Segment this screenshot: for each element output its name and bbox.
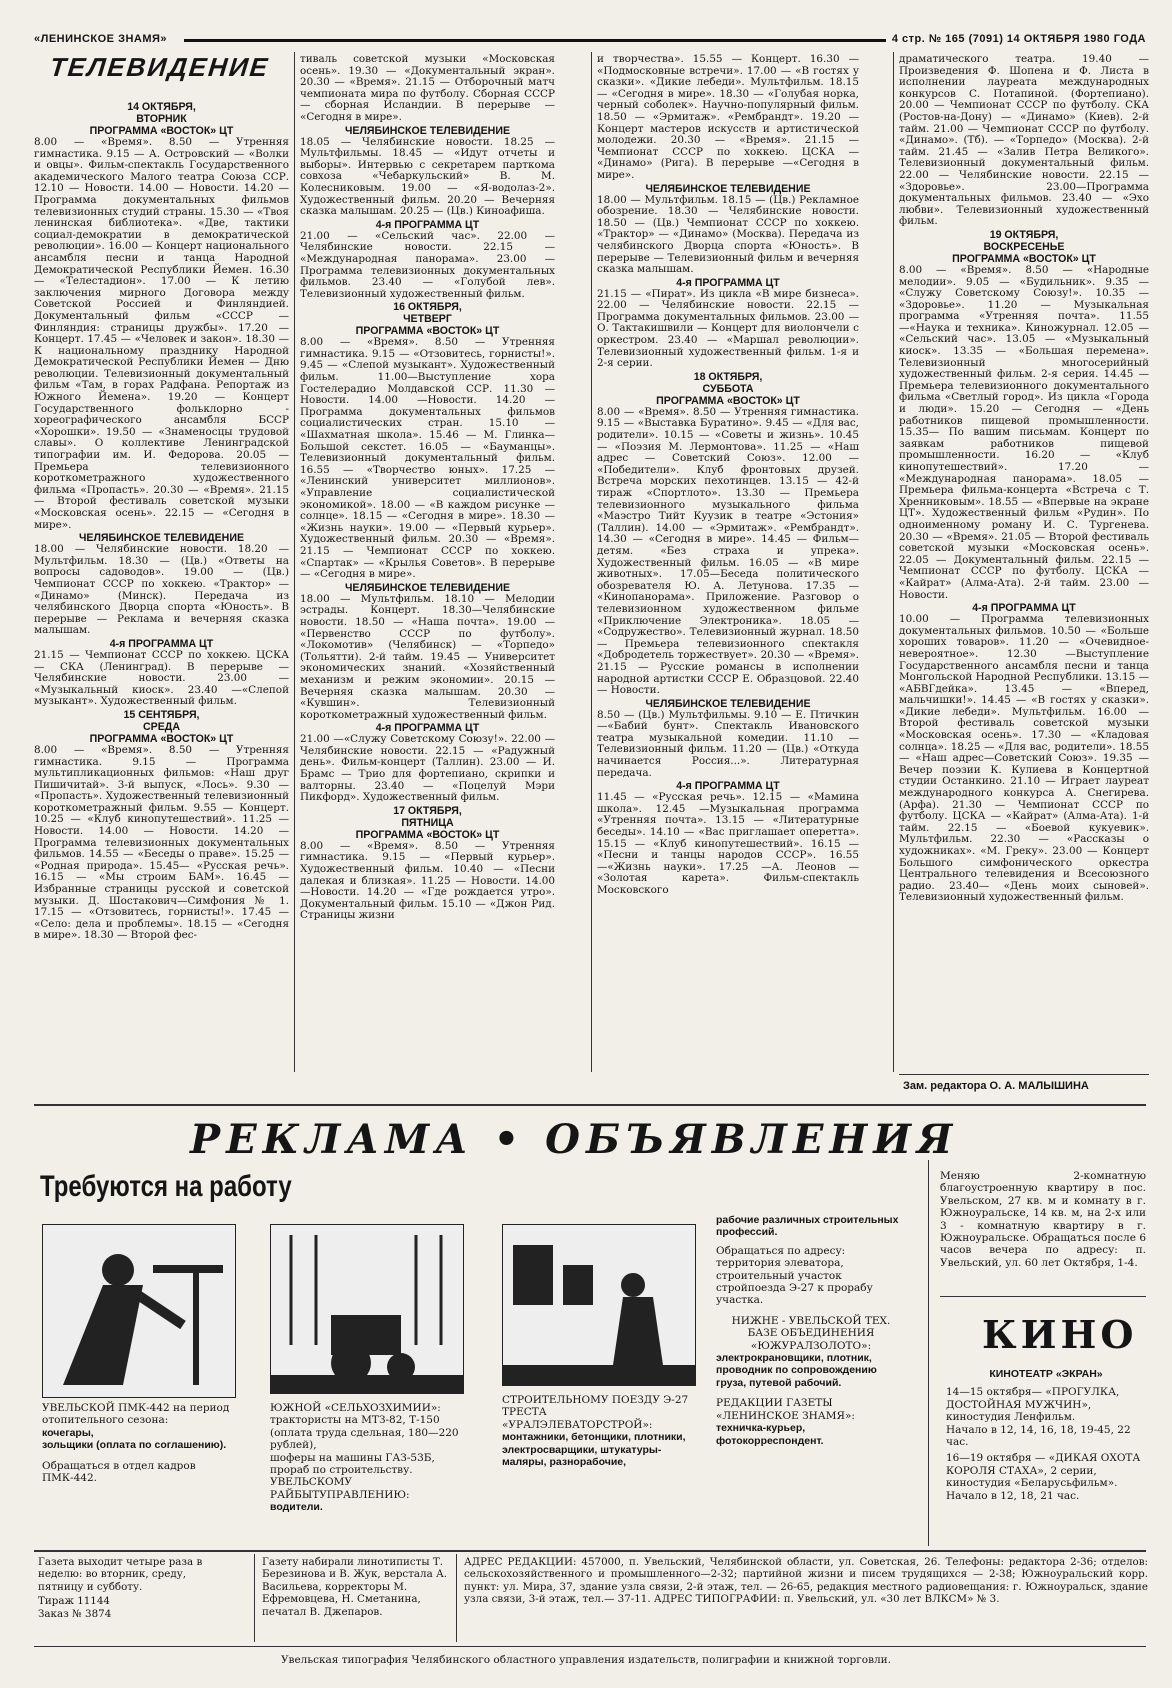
kino-film-1: 14—15 октября— «ПРОГУЛКА, ДОСТОЙНАЯ МУЖЧИН», киностудия Ленфильм. [946,1386,1120,1424]
ad-pmk [42,1402,242,1484]
staff-text: Газету набирали линотиписты Т. Березинова и В. Жук, верстала А. Васильева, корректоры М. Ефремовцева, Н. Сметанина, печатал В. Джепаров. [262,1556,448,1618]
program-listing: 8.50 — (Цв.) Мультфильмы. 9.10 — Е. Птичкин —«Бабий бунт». Спектакль Ивановского театра музыкальной комедии. 11.10 — Телевизионный фильм. 11.20 — (Цв.) «Откуда начинается Россия...». Литературная передача. [597,708,859,779]
zoloto-intro: НИЖНЕ - УВЕЛЬСКОЙ ТЕХ. БАЗЕ ОБЪЕДИНЕНИЯ «ЮЖУРАЛЗОЛОТО»: [731,1314,891,1352]
program-listing: 8.00 — «Время». 8.50 — Утренняя гимнастика. 9.15 — Программа мультипликационных фильмов: «Наш друг Пишичитай». 3-й выпуск, «Лось». 9.30 — «Пропасть». Художественный телевизионный короткометражный фильм. 9.55 — Концерт. 10.25 — «Клуб кинопутешествий». 11.25 — Новости. 14.00 — Новости. 14.20 — Программа телевизионных документальных фильмов. 14.55 — «Беседы о праве». 15.25 — «Родная природа». 15.45— «Русская речь». 16.15 — «Мы строим БАМ». 16.45 — Избранные страницы русской и советской музыки. Д. Шостакович—Симфония № 1. 17.15 — «Отзовитесь, горнисты!». 17.45 — «Село: дела и проблемы». 18.15 — «Сегодня в мире». 18.30 — Второй фес- [34,743,289,942]
column-divider [893,52,894,1072]
builder-illustration [42,1224,236,1398]
pmk-job-2: зольщики (оплата по соглашению). [42,1439,227,1452]
program-listing: 21.15 — Чемпионат СССР по хоккею. ЦСКА — СКА (Ленинград). В перерыве — Челябинские новости. 23.00 — «Музыкальный киоск». 23.40 —«Слепой музыкант». Художественный фильм. [34,648,289,708]
stroy-contact: Обращаться по адресу: территория элеватора, строительный участок стройпоезда Э-27 к прорабу участка. [716,1244,873,1307]
printer-line: Увельская типография Челябинского областного управления издательств, полиграфии и книжной торговли. [280,1654,892,1666]
day-heading: ЧЕЛЯБИНСКОЕ ТЕЛЕВИДЕНИЕ [344,124,511,137]
kino-film-2: 16—19 октября — «ДИКАЯ ОХОТА КОРОЛЯ СТАХА», 2 серии, киностудия «Беларусьфильм». [946,1452,1141,1490]
stroy-jobs: монтажники, бетонщики, плотники, электросварщики, штукатуры-маляры, разнорабочие, [502,1431,686,1469]
day-heading: 18 ОКТЯБРЯ, СУББОТА ПРОГРАММА «ВОСТОК» ЦТ [656,370,800,407]
builder-drawing [43,1225,235,1397]
kino-rule [940,1296,1146,1297]
raibyt: УВЕЛЬСКОМУ РАЙБЫТУПРАВЛЕНИЮ: [270,1476,410,1501]
tv-column-4 [899,54,1149,1066]
program-listing: 8.00 — «Время». 8.50 — Утренняя гимнастика. 9.15 — «Первый курьер». Художественный фильм. 10.40 — «Песни далекая и близкая». 11.25 — Новости. 14.00—Новости. 14.20 — «Где рождается утро». Документальный фильм. 15.10 — «Джон Рид. Страницы жизни [300,839,555,922]
pmk-job-1: кочегары, [42,1426,94,1439]
kino-listing [946,1368,1146,1502]
tv-column-3 [597,54,859,1068]
ad-column-4 [716,1214,906,1447]
tirazh: Тираж 11144 [38,1595,110,1608]
page-header [34,30,1146,48]
day-heading: 14 ОКТЯБРЯ, ВТОРНИК ПРОГРАММА «ВОСТОК» ЦТ [89,101,234,137]
program-listing: 11.45 — «Русская речь». 12.15 — «Мамина школа». 12.45 —Музыкальная программа «Утренняя почта». 13.15 — «Литературные беседы». 14.10 — «Вас приглашает оперетта». 15.15 — «Клуб кинопутешествий». 16.15 — «Песни и танцы народов СССР». 16.55 —«Жизнь науки». 17.25 —А. Леонов — «Золотая карета». Фильм-спектакль Московского [597,791,859,896]
day-heading: 4-я ПРОГРАММА ЦТ [676,780,780,793]
program-listing: 18.05 — Челябинские новости. 18.25 — Мультфильмы. 18.45 — «Идут отчеты и выборы». Интервью с секретарем парткома совхоза «Чебаркульский» В. М. Колесниковым. 19.00 — «Я-водолаз-2». Художественный фильм. 20.20 — Вечерняя сказка малышам. 20.25 — (Цв.) Киноафиша. [300,135,555,218]
column-divider [294,52,295,1072]
day-heading: ЧЕЛЯБИНСКОЕ ТЕЛЕВИДЕНИЕ [344,581,511,594]
program-listing: 8.00 — «Время». 8.50 — Утренняя гимнастика. 9.15 — «Отзовитесь, горнисты!». 9.45 — «Слепой музыкант». Художественный фильм. 11.00—Выступление хора Гостелерадио Молдавской ССР. 11.30 — Новости. 14.00 —Новости. 14.20 — Программа документальных фильмов социалистических стран. 15.10 — «Шахматная школа». 15.46 — М. Глинка— Большой секстет. 16.05 — «Бауманцы». Телевизионный документальный фильм. 16.55 — «Творчество юных». 17.25 — «Ленинский университет миллионов». «Управление социалистической экономикой». 18.00 — «В каждом рисунке — солнце». 18.15 — «Сегодня в мире». 18.30 — «Жизнь науки». 19.00 — «Первый курьер». Художественный фильм. 20.30 — «Время». 21.15 — Чемпионат СССР по хоккею. «Спартак» — «Крылья Советов». В перерыве — «Сегодня в мире». [300,336,555,581]
column-divider [591,52,592,1072]
program-listing: 18.00 — Мультфильм. 18.15 — (Цв.) Рекламное обозрение. 18.30 — Челябинские новости. 18.50 — (Цв.) Чемпионат СССР по хоккею. «Трактор» — «Динамо» (Москва). Передача из челябинского Дворца спорта «Юность». В перерыве — Телевизионный фильм и вечерняя сказка малышам. [597,193,859,276]
redakcia-jobs: техничка-курьер, фотокорреспондент. [716,1422,824,1447]
tractor-drawing [271,1225,463,1393]
program-listing: 18.00 — Челябинские новости. 18.20 — Мультфильм. 18.30 — (Цв.) «Ответы на вопросы садоводов». 19.00 — (Цв.) Чемпионат СССР по хоккею. «Трактор» — «Динамо» (Минск). Передача из челябинского Дворца спорта «Юность». В перерыве — Реклама и вечерняя сказка малышам. [34,543,289,637]
header-rule [184,39,886,42]
pmk-contact: Обращаться в отдел кадров ПМК-442. [42,1459,196,1485]
ad-selhozhimia [270,1402,470,1514]
tv-column-1 [34,100,289,1068]
kino-theatre: КИНОТЕАТР «ЭКРАН» [989,1368,1103,1380]
footer-address [464,1556,1148,1606]
issue-info: 4 стр. № 165 (7091) 14 ОКТЯБРЯ 1980 ГОДА [891,33,1146,45]
selhoz-intro: ЮЖНОЙ «СЕЛЬХОЗХИМИИ»: трактористы на МТЗ-82, Т-150 (оплата труда сдельная, 180—220 рублей), [270,1402,459,1452]
ads-divider [928,1160,929,1546]
day-heading: 4-я ПРОГРАММА ЦТ [676,276,780,289]
program-listing: драматического театра. 19.40 — Произведения Ф. Шопена и Ф. Листа в исполнении лауреата международных конкурсов С. Потапиной. (Фортепиано). 20.00 — Чемпионат СССР по футболу. СКА (Ростов-на-Дону) — «Динамо» (Киев). 2-й тайм. 21.00 — Чемпионат СССР по футболу. «Динамо». (Тб). — «Торпедо» (Москва). 2-й тайм. 21.45 — «Залив Петра Великого». Телевизионный документальный фильм. 22.00 — Челябинские новости. 22.15 — «Здоровье». 23.00—Программа документальных фильмов. 23.40 — «Эхо любви». Телевизионный художественный фильм. [899,54,1149,228]
ad-stroypoezd [502,1394,692,1468]
day-heading: ЧЕЛЯБИНСКОЕ ТЕЛЕВИДЕНИЕ [645,697,811,710]
deputy-editor: Зам. редактора О. А. МАЛЫШИНА [903,1080,1089,1092]
day-heading: 19 ОКТЯБРЯ, ВОСКРЕСЕНЬЕ ПРОГРАММА «ВОСТОК» ЦТ [952,228,1096,265]
footer-divider [254,1554,255,1642]
footer-schedule [38,1556,218,1620]
tractor-illustration [270,1224,464,1394]
footer-rule [34,1550,1146,1552]
program-listing: 18.00 — Мультфильм. 18.10 — Мелодии эстрады. Концерт. 18.30—Челябинские новости. 18.50 — «Наша почта». 19.00 — «Первенство СССР по футболу». «Локомотив» (Челябинск) — «Торпедо» (Тольятти). 2-й тайм. 19.45 — Университет экономических знаний. «Хозяйственный механизм и режим экономии». 20.15 — Вечерняя сказка малышам. 20.30 — «Кувшин». Телевизионный короткометражный художественный фильм. [300,592,555,721]
day-heading: 17 ОКТЯБРЯ, ПЯТНИЦА ПРОГРАММА «ВОСТОК» ЦТ [355,804,500,841]
program-listing: 8.00 — «Время». 8.50 — «Народные мелодии». 9.05 — «Будильник». 9.35 — «Служу Советскому Союзу!». 10.35 — «Здоровье». 11.20 — Музыкальная программа «Утренняя почта». 11.55—«Наука и техника». Киножурнал. 12.05 — «Сельский час». 13.05 — «Музыкальный киоск». 13.35 — «Большая перемена». Телевизионный многосерийный художественный фильм. 2-я серия. 14.45 — Премьера телевизионного документального фильма «Светлый город». Из цикла «Города и люди». 15.20 — Сегодня — «День работников пищевой промышленности. 15.35— По вашим письмам. Концерт по заявкам работников пищевой промышленности. 16.20 — «Клуб кинопутешествий». 17.20 — «Международная панорама». 18.05 — Премьера фильма-концерта «Встреча с Т. Хренниковым». 18.55 — «Впервые на экране ЦТ». Художественный фильм «Рудин». По одноименному роману И. С. Тургенева. 20.30 — «Время». 21.05 — Второй фестиваль советской музыки «Московская осень». 22.05 — Документальный фильм. 22.15 — Чемпионат СССР по футболу. ЦСКА — «Кайрат» (Алма-Ата). 2-й тайм. 23.00 — Новости. [899,263,1149,601]
address-text: АДРЕС РЕДАКЦИИ: 457000, п. Увельский, Челябинской области, ул. Советская, 26. Телефоны: редактора 2-36; отделов: сельскохозяйственного и промышленного—2-32; партийной жизни и писем трудящихся — 2-38; Южноуральский корр. пункт: ул. Мира, 37, здание узла связи, 2-й этаж, тел. — 26-65, редакция местного радиовещания: г. Южноуральск, здание узла связи, 3-й этаж, тел.— 37-11. АДРЕС ТИПОГРАФИИ: п. Увельский, ул. «30 лет ВЛКСМ» № 3. [464,1556,1148,1606]
program-listing: 8.00 — «Время». 8.50 — Утренняя гимнастика. 9.15 — А. Островский — «Волки и овцы». Фильм-спектакль Государственного академического Малого театра Союза ССР. 12.10 — Новости. 14.00 — Новости. 14.20 — Программа документальных фильмов телевизионных студий страны. 15.30 — «Твоя ленинская библиотека». «Две, тактики социал-демократии в демократической революции». 16.00 — Концерт национального ансамбля песни и танца Народной Демократической Республики Йемен. 16.30 — «Телестадион». 17.00 — К летию заключения мирного Договора между Советской Россией и Финляндией. Документальный фильм «СССР — Финляндия: страницы дружбы». 17.20 — Концерт. 17.45 — «Человек и закон». 18.30 — К национальному празднику Народной Демократической Республики Йемен — Дню революции. Телевизионный документальный фильм «Там, в горах Радфана. Репортаж из Южного Йемена». 19.20 — Концерт Государственного фольклорно - хореографического ансамбля БССР «Хорошки». 19.50 — «Знаменосцы трудовой славы». О коллективе Ленинградской типографии им. И. Федорова. 20.05 — Премьера телевизионного короткометражного художественного фильма «Пропасть». 20.30 — «Время». 21.15 — Второй фестиваль советской музыки «Московская осень». 22.15 — «Сегодня в мире». [34,136,289,531]
jobs-heading: Требуются на работу [40,1170,292,1203]
program-listing: тиваль советской музыки «Московская осень». 19.30 — «Документальный экран». 20.30 — «Время». 21.15 — Отборочный матч чемпионата мира по футболу. Сборная СССР — сборная Исландии. В перерыве — «Сегодня в мире». [300,54,555,123]
program-listing: 21.15 — «Пират». Из цикла «В мире бизнеса». 22.00 — Челябинские новости. 22.15 — Программа документальных фильмов. 23.00 —О. Тактакишвили — Концерт для виолончели с оркестром. 23.40 — «Маршал революции». Телевизионный художественный фильм. 1-я и 2-я серии. [597,287,859,370]
ads-banner: РЕКЛАМА • ОБЪЯВЛЕНИЯ [190,1116,959,1163]
footer-divider [456,1554,457,1642]
tv-section-title: ТЕЛЕВИДЕНИЕ [48,52,271,82]
pmk-intro: УВЕЛЬСКОЙ ПМК-442 на период отопительного сезона: [42,1402,230,1427]
editor-rule [899,1074,1149,1075]
raibyt-job: водители. [270,1501,323,1514]
worker-drawing [503,1225,695,1385]
kino-time-1: Начало в 12, 14, 16, 18, 19-45, 22 час. [946,1423,1131,1449]
zakaz: Заказ № 3874 [38,1607,112,1620]
program-listing: 10.00 — Программа телевизионных документальных фильмов. 10.50 — «Больше хороших товаров». 11.20 — «Очевидное-невероятное». 12.30 —Выступление Государственного ансамбля песни и танца Монгольской Народной Республики. 13.15 — «АБВГдейка». 13.45 — «Вперед, мальчишки!». 14.45 — «В гостях у сказки». «Дикие лебеди». Мультфильм. 16.00 — Второй фестиваль советской музыки «Московская осень». 17.30 — «Кладовая солнца». 18.25 — «Для вас, родители». 18.55 — «Наш адрес—Советский Союз». 19.35 — Вечер поэзии К. Кулиева в Концертной студии Останкино. 21.10 — Играет лауреат международного конкурса А. Снегирева. (Арфа). 21.30 — Чемпионат СССР по футболу. ЦСКА — «Кайрат» (Алма-Ата). 1-й тайм. 22.15 — «Боевой кукуевик». Мультфильм. 22.30 — «Рассказы о художниках». «М. Греку». 23.00 — Концерт Большого симфонического оркестра Центрального телевидения и Всесоюзного радио. 23.40— «День моих сыновей». Телевизионный художественный фильм. [899,613,1149,904]
program-listing: 21.00 —«Служу Советскому Союзу!». 22.00 — Челябинские новости. 22.15 — «Радужный день». Фильм-концерт (Таллин). 23.00 — И. Брамс — Трио для фортепиано, скрипки и валторны. 23.40 — «Поцелуй Мэри Пикфорд». Художественный фильм. [300,733,555,804]
worker-illustration [502,1224,696,1386]
program-listing: 8.00 — «Время». 8.50 — Утренняя гимнастика. 9.15 — «Выставка Буратино». 9.45 — «Для вас, родители». 10.15 — «Советы и жизнь». 10.45 — «Поэзия М. Лермонтова». 11.25 — «Наш адрес — Советский Союз». 12.00 — «Победители». Клуб фронтовых друзей. Встреча морских пехотинцев. 13.15 — 42-й тираж «Спортлото». 13.30 — Премьера телевизионного музыкального фильма «Маэстро Тийт Куузик в театре «Эстония» (Таллин). 14.00 — «Эрмитаж». «Рембрандт». 14.30 — «Сегодня в мире». 14.45 — Фильм—детям. «Без страха и упрека». Художественный фильм. 16.05 — «В мире животных». 17.05—Беседа политического обозревателя Ю. А. Летунова. 17.35 — «Кинопанорама». Приложение. Разговор о телевизионном художественном фильме «Приключение Электроника». 18.05 — «Содружество». Телевизионный журнал. 18.50 — Премьера телевизионного спектакля «Добродетель торжествует». 20.30 — «Время». 21.15 — Русские романсы в исполнении народной артистки СССР Е. Образцовой. 22.40 — Новости. [597,405,859,697]
exchange-text: Меняю 2-комнатную благоустроенную квартиру в пос. Увельском, 27 кв. м и комнату в г. Южноуральске, 14 кв. м, на 2-х или 3 - комнатную квартиру в г. Южноуральске. Обращаться после 6 часов вечера по адресу: п. Увельский, ул. 60 лет Октября, 1-4. [940,1170,1146,1269]
kino-heading: КИНО [982,1312,1138,1357]
footer-bottom-rule [34,1646,1146,1647]
day-heading: 4-я ПРОГРАММА ЦТ [972,602,1076,615]
day-heading: 16 ОКТЯБРЯ, ЧЕТВЕРГ ПРОГРАММА «ВОСТОК» ЦТ [355,301,500,338]
schedule-text: Газета выходит четыре раза в неделю: во вторник, среду, пятницу и субботу. [38,1556,203,1593]
day-heading: ЧЕЛЯБИНСКОЕ ТЕЛЕВИДЕНИЕ [645,182,811,195]
day-heading: 15 СЕНТЯБРЯ, СРЕДА ПРОГРАММА «ВОСТОК» ЦТ [89,708,234,745]
program-listing: 21.00 — «Сельский час». 22.00 — Челябинские новости. 22.15 — «Международная панорама». 23.00 — Программа телевизионных документальных фильмов. 23.40 — «Голубой лев». Телевизионный художественный фильм. [300,229,555,300]
day-heading: 4-я ПРОГРАММА ЦТ [375,722,480,735]
zoloto-jobs: электрокрановщики, плотник, проводник по сопровождению груза, путевой рабочий. [716,1352,877,1389]
redakcia-intro: РЕДАКЦИИ ГАЗЕТЫ «ЛЕНИНСКОЕ ЗНАМЯ»: [716,1397,855,1422]
ad-exchange [940,1170,1146,1269]
day-heading: ЧЕЛЯБИНСКОЕ ТЕЛЕВИДЕНИЕ [78,532,245,545]
footer-staff [262,1556,448,1618]
section-rule [34,1104,1146,1106]
day-heading: 4-я ПРОГРАММА ЦТ [109,637,214,650]
stroy-intro: СТРОИТЕЛЬНОМУ ПОЕЗДУ Э-27 ТРЕСТА «УРАЛЭЛЕВАТОРСТРОЙ»: [502,1394,689,1431]
kino-time-2: Начало в 12, 18, 21 час. [946,1489,1080,1502]
paper-name: «ЛЕНИНСКОЕ ЗНАМЯ» [34,33,168,45]
program-listing: и творчества». 15.55 — Концерт. 16.30 — «Подмосковные встречи». 17.00 — «В гостях у сказки». «Дикие лебеди». Мультфильм. 18.15— «Сегодня в мире». 18.30 — «Голубая норка, черный соболек». Научно-популярный фильм. 18.50 — «Эрмитаж». «Рембрандт». 19.20 — Концерт мастеров искусств и артистической молодежи. 20.30 — «Время». 21.15 — Чемпионат СССР по хоккею. ЦСКА — «Динамо» (Рига). В перерыве —«Сегодня в мире». [597,54,859,181]
selhoz-drivers: шоферы на машины ГАЗ-53Б, прораб по строительству. [270,1451,435,1477]
day-heading: 4-я ПРОГРАММА ЦТ [375,218,480,231]
stroy-jobs-cont: рабочие различных строительных профессий. [716,1214,899,1239]
tv-column-2 [300,54,555,1068]
